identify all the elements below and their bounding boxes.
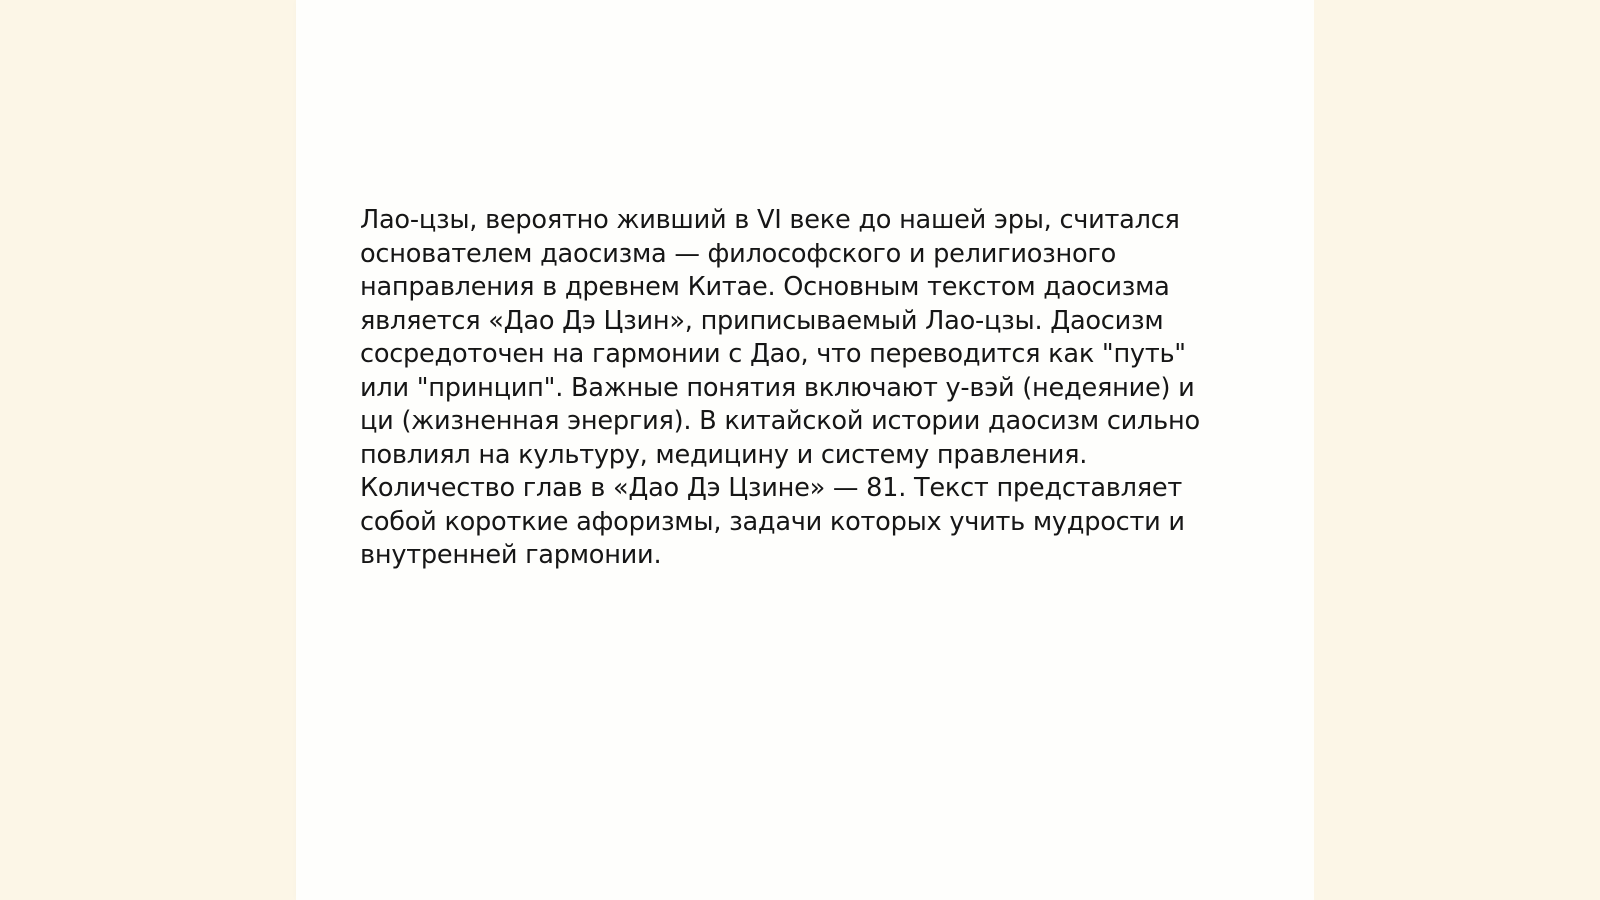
left-background-margin (0, 0, 296, 900)
body-paragraph: Лао-цзы, вероятно живший в VI веке до нашей эры, считался основателем даосизма — философского и религиозного направления в древнем Китае. Основным текстом даосизма является «Дао Дэ Цзин», приписываемый Лао-цзы. Даосизм сосредоточен на гармонии с Дао, что переводится как "путь" или "принцип". Важные понятия включают у-вэй (недеяние) и ци (жизненная энергия). В китайской истории даосизм сильно повлиял на культуру, медицину и систему правления. Количество глав в «Дао Дэ Цзине» — 81. Текст представляет собой короткие афоризмы, задачи которых учить мудрости и внутренней гармонии. (360, 205, 1200, 570)
document-page (296, 0, 1314, 900)
right-background-margin (1314, 0, 1600, 900)
